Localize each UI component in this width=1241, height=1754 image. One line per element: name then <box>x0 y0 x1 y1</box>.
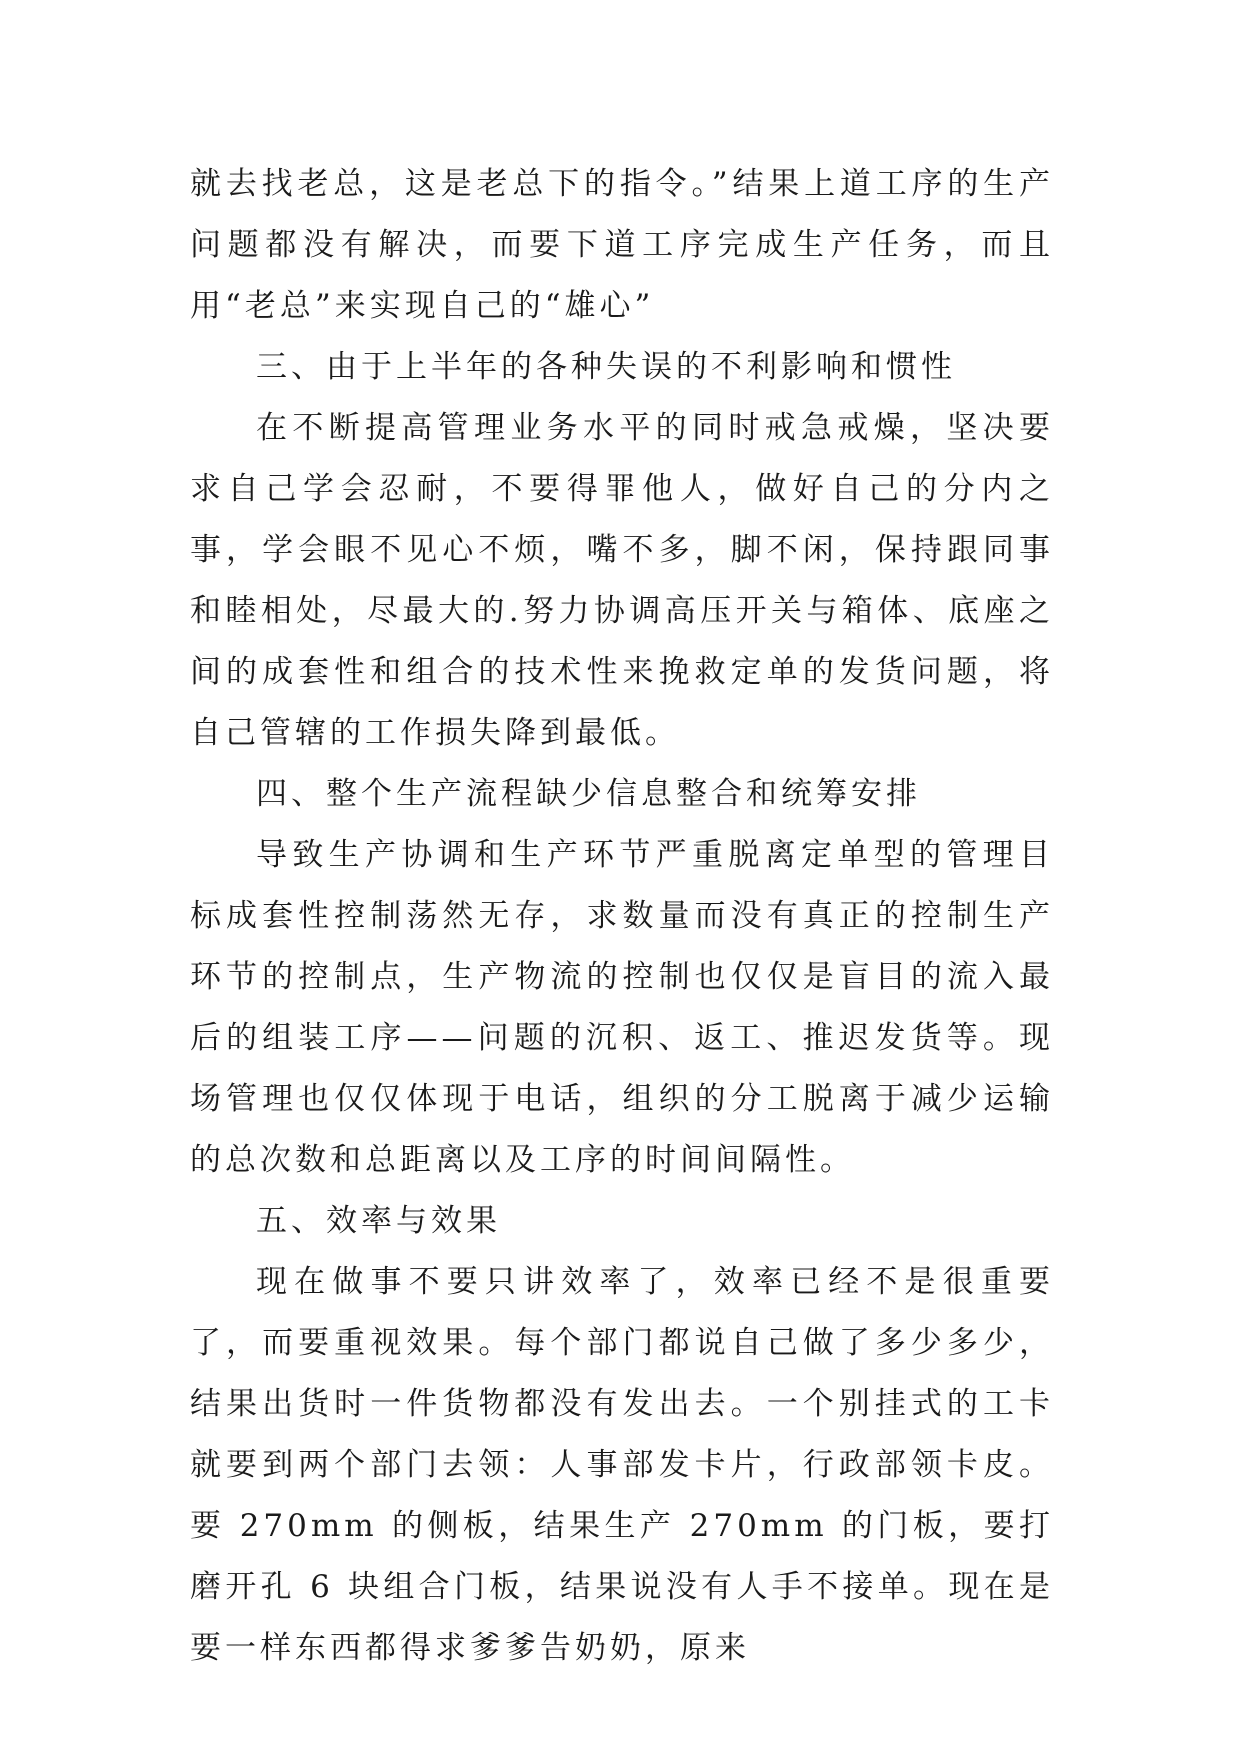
section-heading-3: 三、由于上半年的各种失误的不利影响和惯性 <box>256 349 956 385</box>
section-heading-4: 四、整个生产流程缺少信息整合和统筹安排 <box>256 776 921 812</box>
document-body <box>190 154 1054 1679</box>
section-heading-5: 五、效率与效果 <box>256 1203 501 1239</box>
paragraph-section-5: 现在做事不要只讲效率了，效率已经不是很重要了，而要重视效果。每个部门都说自己做了多少多少，结果出货时一件货物都没有发出去。一个别挂式的工卡就要到两个部门去领：人事部发卡片，行政部领卡皮。要 270mm 的侧板，结果生产 270mm 的门板，要打磨开孔 6 块组合门板，结果说没有人手不接单。现在是要一样东西都得求爹爹告奶奶，原来 <box>190 1264 1054 1666</box>
paragraph-section-3: 在不断提高管理业务水平的同时戒急戒燥，坚决要求自己学会忍耐，不要得罪他人，做好自己的分内之事，学会眼不见心不烦，嘴不多，脚不闲，保持跟同事和睦相处，尽最大的.努力协调高压开关与箱体、底座之间的成套性和组合的技术性来挽救定单的发货问题，将自己管辖的工作损失降到最低。 <box>190 410 1054 751</box>
paragraph-section-4: 导致生产协调和生产环节严重脱离定单型的管理目标成套性控制荡然无存，求数量而没有真正的控制生产环节的控制点，生产物流的控制也仅仅是盲目的流入最后的组装工序——问题的沉积、返工、推迟发货等。现场管理也仅仅体现于电话，组织的分工脱离于减少运输的总次数和总距离以及工序的时间间隔性。 <box>190 837 1054 1178</box>
paragraph-continuation: 就去找老总，这是老总下的指令。”结果上道工序的生产问题都没有解决，而要下道工序完成生产任务，而且用“老总”来实现自己的“雄心” <box>190 166 1054 324</box>
